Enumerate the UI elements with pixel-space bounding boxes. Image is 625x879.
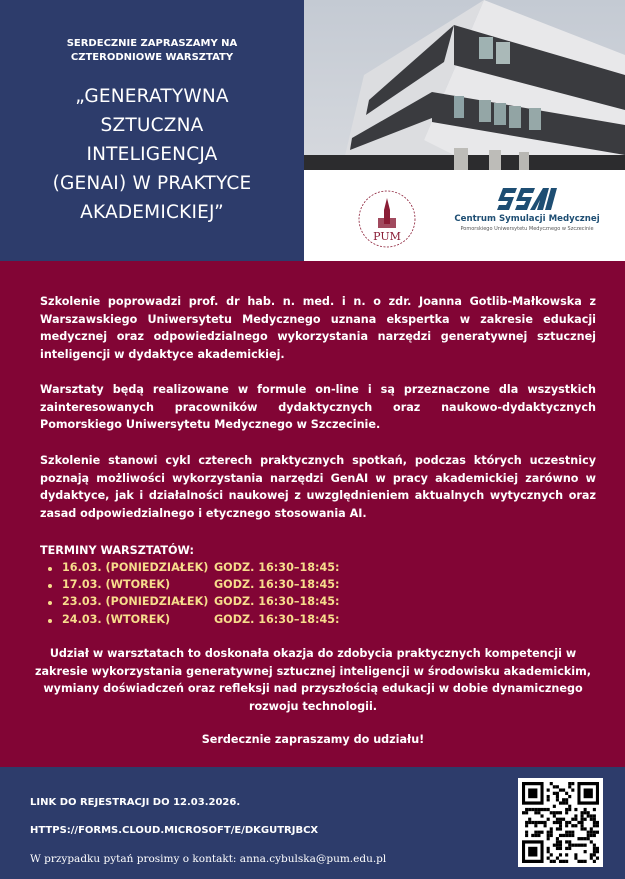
title-line: AKADEMICKIEJ” <box>80 202 224 223</box>
building-illustration <box>304 0 625 170</box>
terms-heading: TERMINY WARSZTATÓW: <box>40 544 194 557</box>
logo-strip <box>304 170 625 261</box>
csm-mark-icon <box>497 188 557 210</box>
speaker-paragraph: Szkolenie poprowadzi prof. dr hab. n. med. i n. o zdr. Joanna Gotlib-Małkowska z Warszawskiego Uniwersytetu Medycznego uznana ekspertka w zakresie edukacji medycznej oraz odpowiedzialnego wykorzystania narzędzi generatywnej sztucznej inteligencji w dydaktyce akademickiej. <box>40 295 596 361</box>
header-panel <box>0 0 304 261</box>
bullet-icon <box>48 601 52 605</box>
bullet-icon <box>48 619 52 623</box>
title-line: (GENAI) W PRAKTYCE <box>52 173 252 194</box>
closing-paragraph: Udział w warsztatach to doskonała okazja do zdobycia praktycznych kompetencji w zakresie wykorzystania generatywnej sztucznej inteligencji w środowisku akademickim, wymiany doświadczeń oraz refleksji nad przyszłością edukacji w dobie dynamicznego rozwoju technologii. <box>34 647 592 713</box>
term-date: 17.03. (WTOREK) <box>62 578 171 592</box>
subtitle-line: CZTERODNIOWE WARSZTATY <box>70 52 234 63</box>
bullet-icon <box>48 567 52 571</box>
title-line: INTELIGENCJA <box>86 144 218 165</box>
contact-info: W przypadku pytań prosimy o kontakt: anna.cybulska@pum.edu.pl <box>30 853 387 865</box>
registration-deadline: LINK DO REJESTRACJI DO 12.03.2026. <box>30 797 241 808</box>
invitation-subtitle <box>0 37 304 65</box>
term-time: GODZ. 16:30–18:45: <box>214 578 340 592</box>
title-line: SZTUCZNA <box>100 115 204 136</box>
pum-crest-icon <box>356 188 418 250</box>
format-paragraph: Warsztaty będą realizowane w formule on-line i są przeznaczone dla wszystkich zainteresowanych pracowników dydaktycznych oraz naukowo-dydaktycznych Pomorskiego Uniwersytetu Medycznego w Szczecinie. <box>40 383 596 431</box>
csm-name: Centrum Symulacji Medycznej <box>454 214 600 224</box>
term-date: 24.03. (WTOREK) <box>62 612 171 626</box>
description-paragraph: Szkolenie stanowi cykl czterech praktycznych spotkań, podczas których uczestnicy poznają możliwości wykorzystania narzędzi GenAI w pracy akademickiej zarówno w dydaktyce, jak i działalności naukowej z uwzględnieniem aktualnych wytycznych oraz zasad odpowiedzialnego i etycznego stosowania AI. <box>40 454 596 520</box>
term-time: GODZ. 16:30–18:45: <box>214 595 340 609</box>
term-time: GODZ. 16:30–18:45: <box>214 612 340 626</box>
term-date: 23.03. (PONIEDZIAŁEK) <box>62 595 209 609</box>
term-time: GODZ. 16:30–18:45: <box>214 561 340 574</box>
subtitle-line: SERDECZNIE ZAPRASZAMY NA <box>66 38 238 49</box>
building-photo <box>304 0 625 170</box>
qr-code-icon <box>522 782 599 863</box>
pum-logo <box>356 188 418 250</box>
title-line: „GENERATYWNA <box>75 86 229 107</box>
csm-logo <box>452 188 602 232</box>
csm-subtitle: Pomorskiego Uniwersytetu Medycznego w Szczecinie <box>460 226 594 232</box>
workshop-title <box>0 82 304 227</box>
footer <box>0 767 625 879</box>
term-date: 16.03. (PONIEDZIAŁEK) <box>62 561 209 574</box>
invite-line: Serdecznie zapraszamy do udziału! <box>201 733 425 746</box>
registration-link[interactable]: HTTPS://FORMS.CLOUD.MICROSOFT/E/DKGUTRJBCX <box>30 825 319 836</box>
pum-logo-text: PUM <box>373 230 401 243</box>
main-content <box>0 261 625 767</box>
qr-code[interactable] <box>518 778 603 867</box>
bullet-icon <box>48 584 52 588</box>
